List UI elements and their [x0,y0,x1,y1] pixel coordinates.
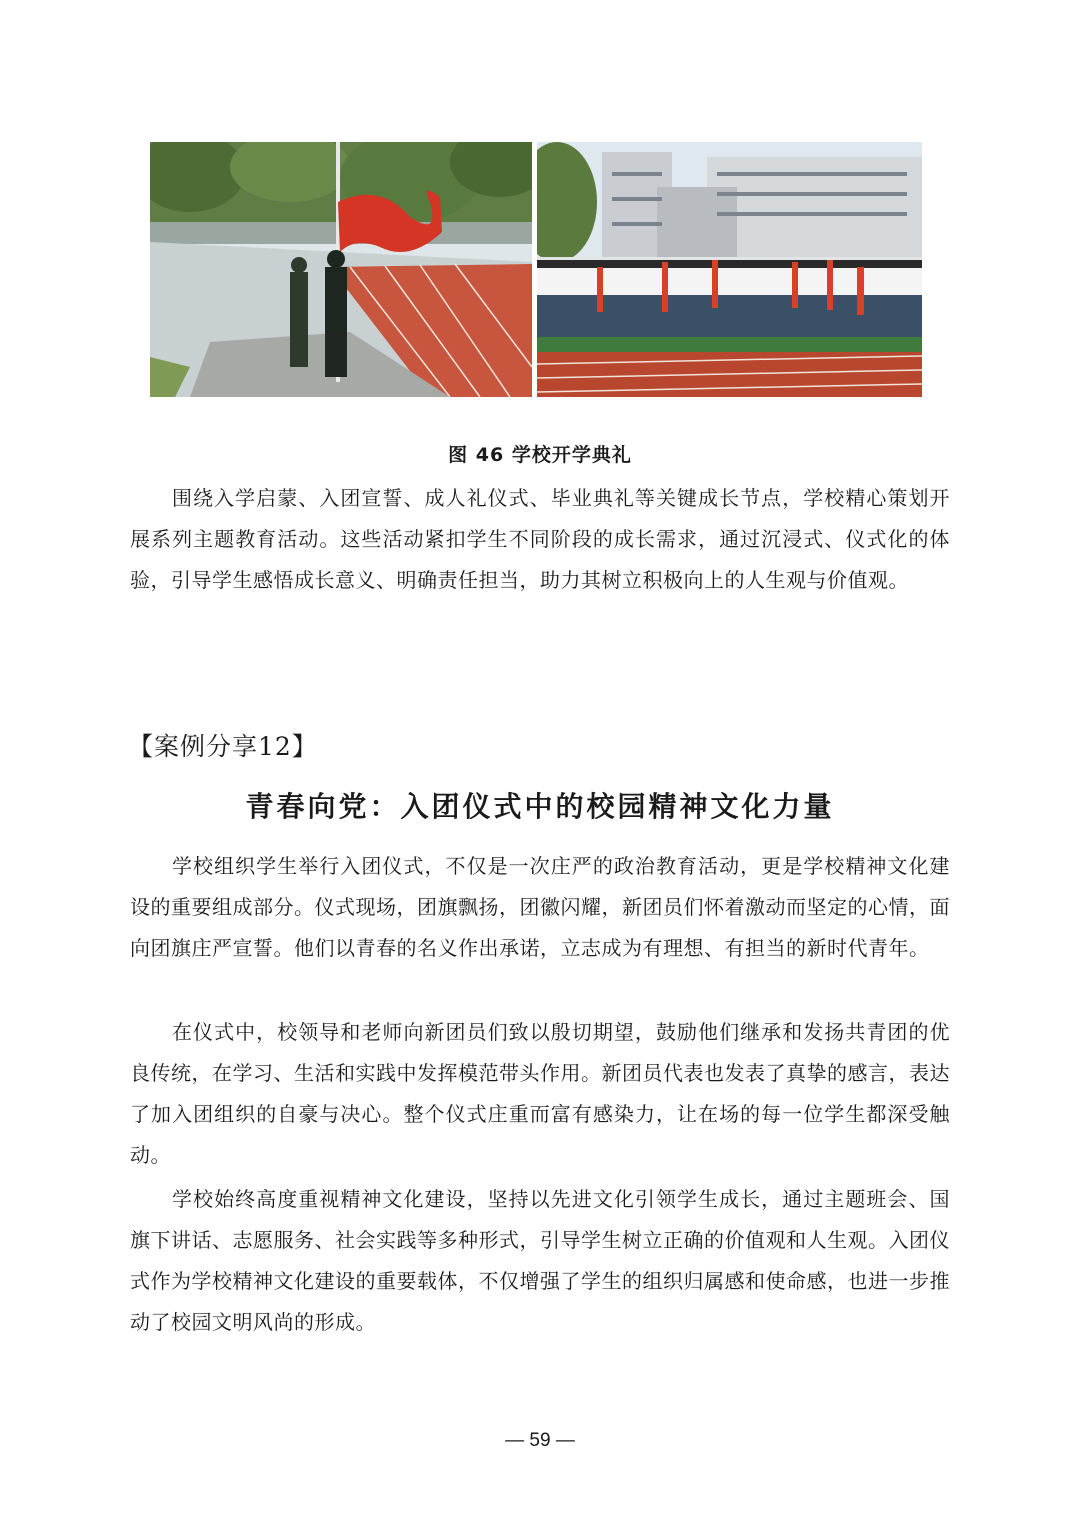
article-title: 青春向党：入团仪式中的校园精神文化力量 [245,790,835,823]
body-paragraph: 在仪式中，校领导和老师向新团员们致以殷切期望，鼓励他们继承和发扬共青团的优良传统，在学习、生活和实践中发挥模范带头作用。新团员代表也发表了真挚的感言，表达了加入团组织的自豪与决心。整个仪式庄重而富有感染力，让在场的每一位学生都深受触动。 [130,1020,950,1167]
figure-photos [150,142,922,397]
body-paragraph: 学校始终高度重视精神文化建设，坚持以先进文化引领学生成长，通过主题班会、国旗下讲话、志愿服务、社会实践等多种形式，引导学生树立正确的价值观和人生观。入团仪式作为学校精神文化建设的重要载体，不仅增强了学生的组织归属感和使命感，也进一步推动了校园文明风尚的形成。 [130,1187,950,1334]
case-label: 【案例分享12】 [128,732,318,761]
flag-raising-photo [150,142,532,397]
page-number: — 59 — [505,1430,575,1451]
body-paragraph: 围绕入学启蒙、入团宣誓、成人礼仪式、毕业典礼等关键成长节点，学校精心策划开展系列主题教育活动。这些活动紧扣学生不同阶段的成长需求，通过沉浸式、仪式化的体验，引导学生感悟成长意义、明确责任担当，助力其树立积极向上的人生观与价值观。 [130,486,950,592]
assembly-photo [537,142,922,397]
figure-caption: 图 46 学校开学典礼 [448,444,632,466]
body-paragraph: 学校组织学生举行入团仪式，不仅是一次庄严的政治教育活动，更是学校精神文化建设的重要组成部分。仪式现场，团旗飘扬，团徽闪耀，新团员们怀着激动而坚定的心情，面向团旗庄严宣誓。他们以青春的名义作出承诺，立志成为有理想、有担当的新时代青年。 [130,854,950,960]
